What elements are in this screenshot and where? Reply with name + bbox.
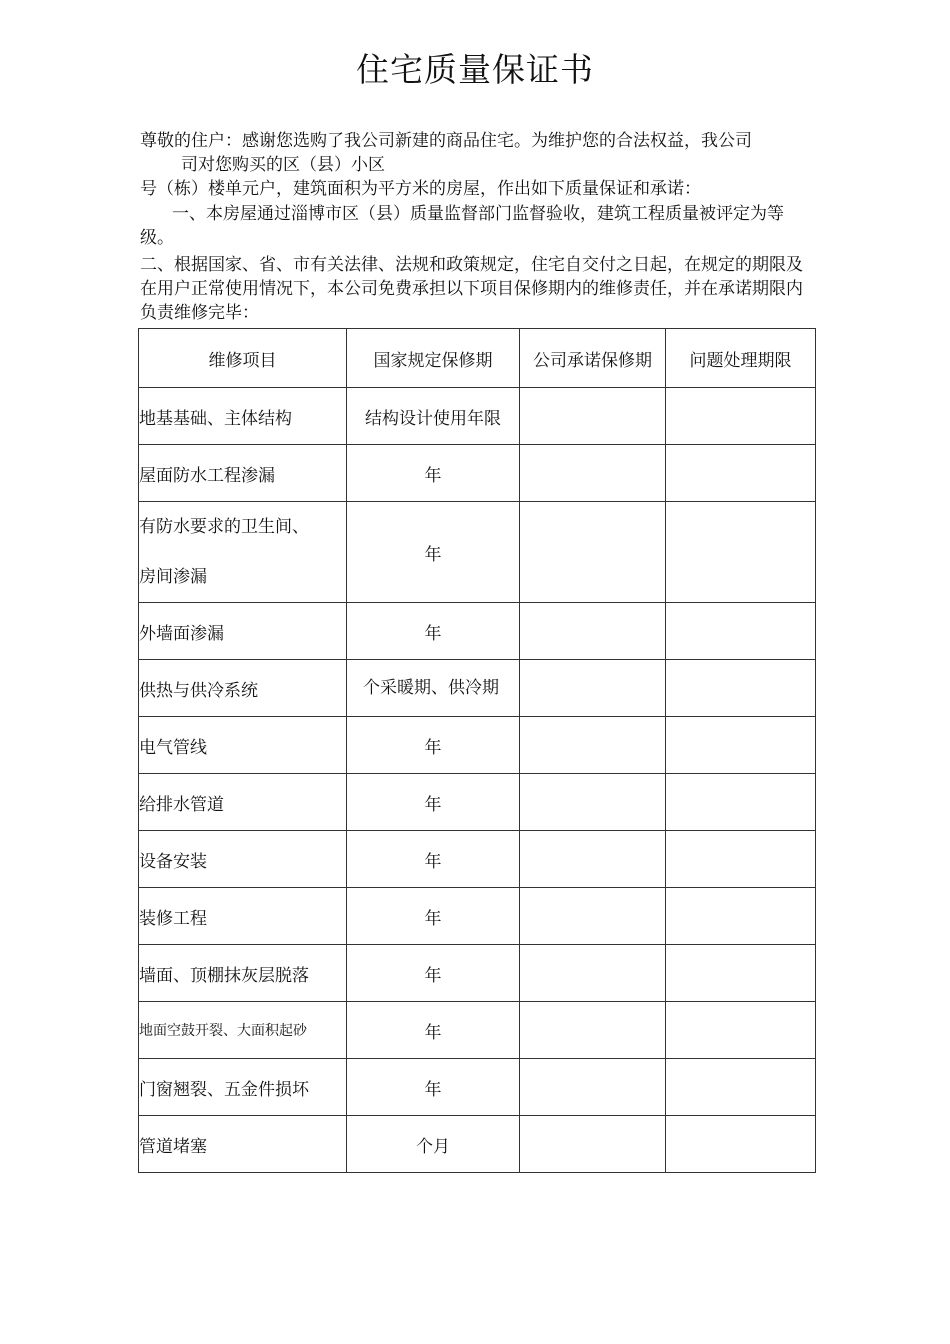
row-item: 管道堵塞 xyxy=(139,1116,347,1173)
intro-line-2: 司对您购买的区（县）小区 xyxy=(181,155,385,175)
header-company-period: 公司承诺保修期 xyxy=(520,329,666,388)
table-row xyxy=(139,1116,816,1173)
row-item: 供热与供冷系统 xyxy=(139,660,347,717)
row-national-period: 年 xyxy=(347,888,520,945)
row-national-period: 年 xyxy=(347,945,520,1002)
row-item: 设备安装 xyxy=(139,831,347,888)
clause-1 xyxy=(140,202,816,250)
row-item-line-2: 房间渗漏 xyxy=(139,567,207,587)
row-national-period: 年 xyxy=(347,831,520,888)
row-handling-deadline xyxy=(666,388,816,445)
intro-line-3: 号（栋）楼单元户，建筑面积为平方米的房屋，作出如下质量保证和承诺： xyxy=(140,179,701,199)
table-header-row xyxy=(139,329,816,388)
row-company-period xyxy=(520,831,666,888)
row-item: 地基基础、主体结构 xyxy=(139,388,347,445)
header-repair-item: 维修项目 xyxy=(139,329,347,388)
row-company-period xyxy=(520,1059,666,1116)
table-row xyxy=(139,1059,816,1116)
row-handling-deadline xyxy=(666,831,816,888)
row-national-period: 结构设计使用年限 xyxy=(347,388,520,445)
row-company-period xyxy=(520,388,666,445)
row-company-period xyxy=(520,1116,666,1173)
row-item: 电气管线 xyxy=(139,717,347,774)
row-national-period: 年 xyxy=(347,502,520,603)
row-handling-deadline xyxy=(666,717,816,774)
table-row xyxy=(139,774,816,831)
row-item-line-1: 有防水要求的卫生间、 xyxy=(139,517,309,537)
row-item: 给排水管道 xyxy=(139,774,347,831)
clause-1-text: 一、本房屋通过淄博市区（县）质量监督部门监督验收，建筑工程质量被评定为等级。 xyxy=(140,204,784,248)
row-item: 屋面防水工程渗漏 xyxy=(139,445,347,502)
row-item: 墙面、顶棚抹灰层脱落 xyxy=(139,945,347,1002)
row-national-period: 年 xyxy=(347,445,520,502)
table-row xyxy=(139,831,816,888)
table-row xyxy=(139,603,816,660)
document-title: 住宅质量保证书 xyxy=(356,50,594,89)
intro-line-1: 尊敬的住户：感谢您选购了我公司新建的商品住宅。为维护您的合法权益，我公司 xyxy=(140,131,752,151)
row-national-period xyxy=(347,660,520,717)
row-item: 门窗翘裂、五金件损坏 xyxy=(139,1059,347,1116)
row-company-period xyxy=(520,660,666,717)
table-row xyxy=(139,945,816,1002)
warranty-table xyxy=(138,328,816,1173)
row-handling-deadline xyxy=(666,660,816,717)
row-company-period xyxy=(520,717,666,774)
row-company-period xyxy=(520,1002,666,1059)
table-row xyxy=(139,717,816,774)
row-company-period xyxy=(520,774,666,831)
row-company-period xyxy=(520,445,666,502)
table-row xyxy=(139,388,816,445)
table-row xyxy=(139,1002,816,1059)
row-national-period: 年 xyxy=(347,1059,520,1116)
header-national-period: 国家规定保修期 xyxy=(347,329,520,388)
table-row xyxy=(139,445,816,502)
table-row xyxy=(139,502,816,603)
row-handling-deadline xyxy=(666,774,816,831)
row-company-period xyxy=(520,945,666,1002)
row-item: 外墙面渗漏 xyxy=(139,603,347,660)
row-handling-deadline xyxy=(666,603,816,660)
row-handling-deadline xyxy=(666,888,816,945)
row-company-period xyxy=(520,502,666,603)
row-handling-deadline xyxy=(666,1002,816,1059)
row-company-period xyxy=(520,603,666,660)
row-handling-deadline xyxy=(666,445,816,502)
row-item: 装修工程 xyxy=(139,888,347,945)
clause-2: 二、根据国家、省、市有关法律、法规和政策规定，住宅自交付之日起，在规定的期限及在用户正常使用情况下，本公司免费承担以下项目保修期内的维修责任，并在承诺期限内负责维修完毕： xyxy=(140,255,803,323)
row-company-period xyxy=(520,888,666,945)
row-national-period-text: 个采暖期、供冷期 xyxy=(363,678,499,698)
row-national-period: 年 xyxy=(347,1002,520,1059)
table-row xyxy=(139,888,816,945)
row-handling-deadline xyxy=(666,1059,816,1116)
row-national-period: 年 xyxy=(347,774,520,831)
row-item: 地面空鼓开裂、大面积起砂 xyxy=(139,1002,347,1059)
table-row xyxy=(139,660,816,717)
row-item xyxy=(139,502,347,603)
row-handling-deadline xyxy=(666,945,816,1002)
row-national-period: 年 xyxy=(347,717,520,774)
row-national-period: 个月 xyxy=(347,1116,520,1173)
row-handling-deadline xyxy=(666,1116,816,1173)
header-handling-deadline: 问题处理期限 xyxy=(666,329,816,388)
row-handling-deadline xyxy=(666,502,816,603)
row-national-period: 年 xyxy=(347,603,520,660)
